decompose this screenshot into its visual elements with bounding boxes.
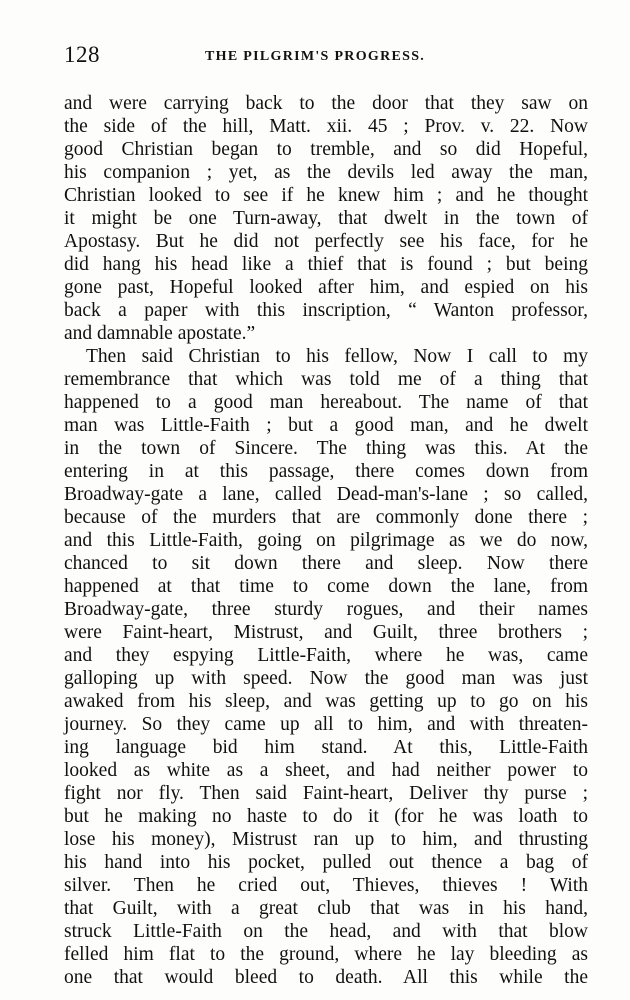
running-head bbox=[64, 42, 584, 72]
text-line: Broadway-gate a lane, called Dead-man's-lane ; so called, bbox=[64, 484, 588, 505]
text-line-paragraph-start: Then said Christian to his fellow, Now I call to my bbox=[86, 346, 588, 367]
text-line: his companion ; yet, as the devils led away the man, bbox=[64, 162, 588, 183]
text-line: happened at that time to come down the lane, from bbox=[64, 576, 588, 597]
text-line: the side of the hill, Matt. xii. 45 ; Prov. v. 22. Now bbox=[64, 116, 588, 137]
text-line: fight nor fly. Then said Faint-heart, Deliver thy purse ; bbox=[64, 783, 588, 804]
text-line: his hand into his pocket, pulled out thence a bag of bbox=[64, 852, 588, 873]
text-line: lose his money), Mistrust ran up to him, and thrusting bbox=[64, 829, 588, 850]
text-line: were Faint-heart, Mistrust, and Guilt, three brothers ; bbox=[64, 622, 588, 643]
text-line: remembrance that which was told me of a thing that bbox=[64, 369, 588, 390]
text-line: in the town of Sincere. The thing was this. At the bbox=[64, 438, 588, 459]
text-line: struck Little-Faith on the head, and with that blow bbox=[64, 921, 588, 942]
text-line: looked as white as a sheet, and had neither power to bbox=[64, 760, 588, 781]
running-title: THE PILGRIM'S PROGRESS. bbox=[205, 49, 426, 64]
body-text bbox=[64, 92, 588, 989]
text-line: galloping up with speed. Now the good man was just bbox=[64, 668, 588, 689]
text-line: man was Little-Faith ; but a good man, and he dwelt bbox=[64, 415, 588, 436]
text-line: good Christian began to tremble, and so did Hopeful, bbox=[64, 139, 588, 160]
text-line: one that would bleed to death. All this while the bbox=[64, 967, 588, 988]
text-line: because of the murders that are commonly done there ; bbox=[64, 507, 588, 528]
text-line: ing language bid him stand. At this, Little-Faith bbox=[64, 737, 588, 758]
text-line: and this Little-Faith, going on pilgrimage as we do now, bbox=[64, 530, 588, 551]
text-line: Broadway-gate, three sturdy rogues, and their names bbox=[64, 599, 588, 620]
text-line: and they espying Little-Faith, where he was, came bbox=[64, 645, 588, 666]
page-number: 128 bbox=[64, 42, 100, 67]
text-line: but he making no haste to do it (for he was loath to bbox=[64, 806, 588, 827]
text-line: chanced to sit down there and sleep. Now there bbox=[64, 553, 588, 574]
text-line: gone past, Hopeful looked after him, and espied on his bbox=[64, 277, 588, 298]
text-line: entering in at this passage, there comes down from bbox=[64, 461, 588, 482]
text-line: back a paper with this inscription, “ Wanton professor, bbox=[64, 300, 588, 321]
text-line: journey. So they came up all to him, and with threaten- bbox=[64, 714, 588, 735]
text-line: silver. Then he cried out, Thieves, thieves ! With bbox=[64, 875, 588, 896]
text-line: did hang his head like a thief that is found ; but being bbox=[64, 254, 588, 275]
text-line: and were carrying back to the door that they saw on bbox=[64, 93, 588, 114]
text-line: felled him flat to the ground, where he lay bleeding as bbox=[64, 944, 588, 965]
text-line: Apostasy. But he did not perfectly see his face, for he bbox=[64, 231, 588, 252]
text-line: happened to a good man hereabout. The name of that bbox=[64, 392, 588, 413]
text-line-paragraph-end: and damnable apostate.” bbox=[64, 323, 256, 344]
text-line: it might be one Turn-away, that dwelt in the town of bbox=[64, 208, 588, 229]
text-line: that Guilt, with a great club that was in his hand, bbox=[64, 898, 588, 919]
text-line: Christian looked to see if he knew him ; and he thought bbox=[64, 185, 588, 206]
text-line: awaked from his sleep, and was getting up to go on his bbox=[64, 691, 588, 712]
